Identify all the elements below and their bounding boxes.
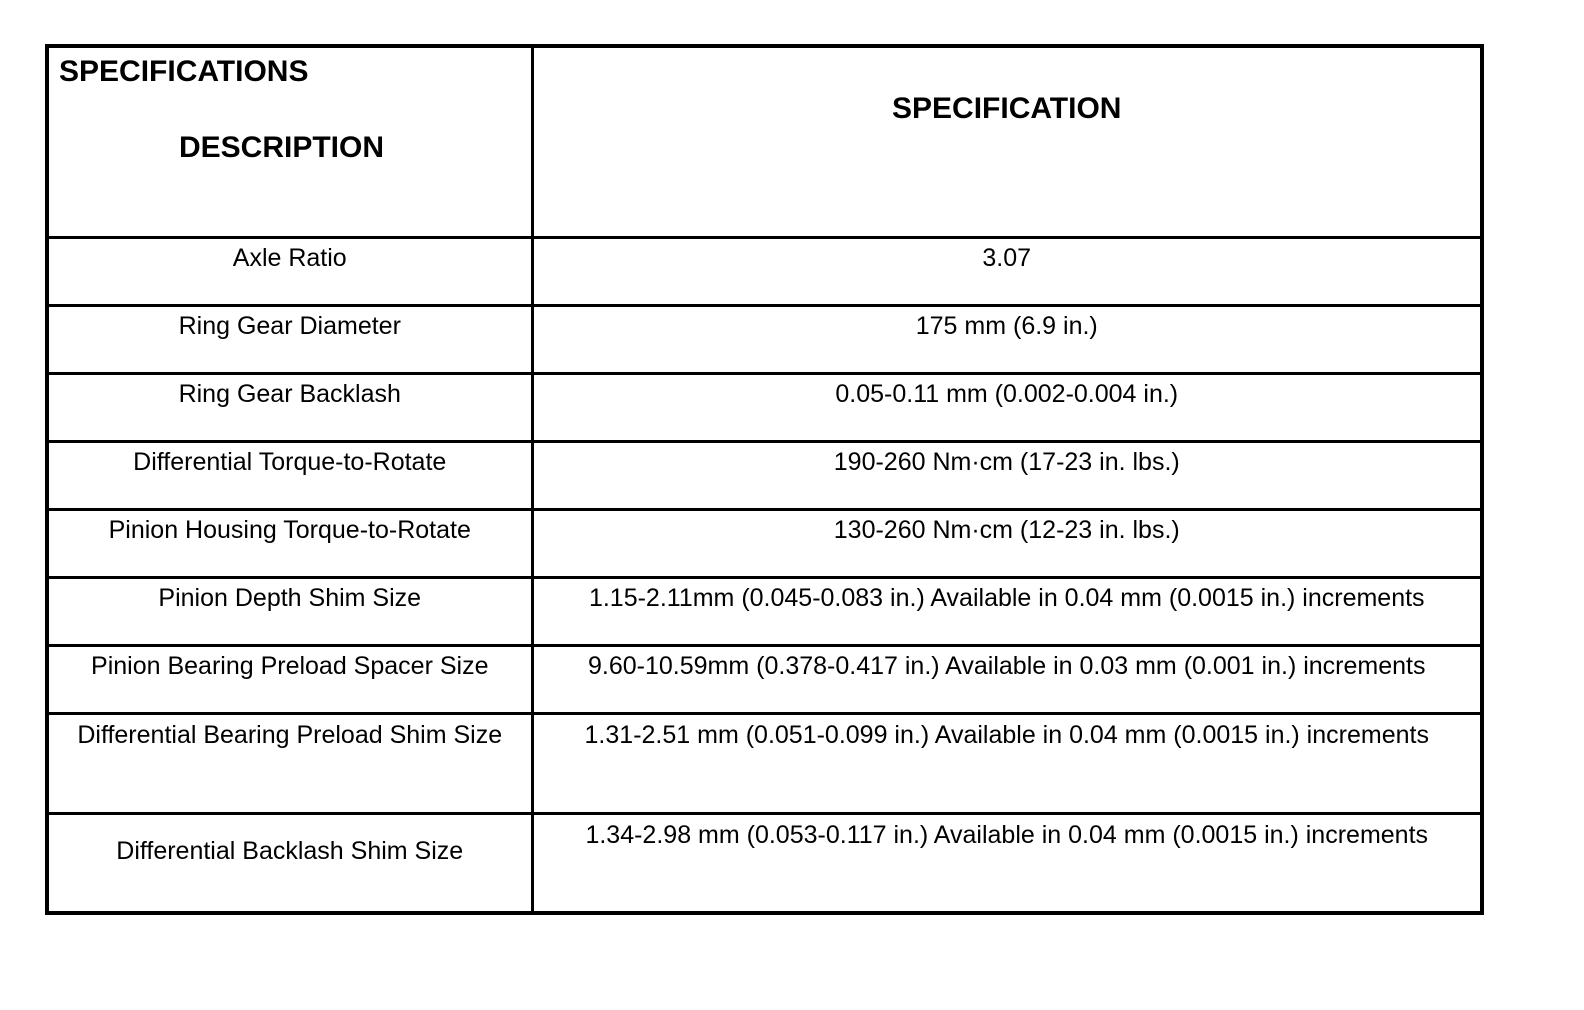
description-cell: Ring Gear Diameter xyxy=(47,306,532,374)
table-row xyxy=(47,374,1482,442)
header-left-line2: DESCRIPTION xyxy=(179,131,385,164)
table-row xyxy=(47,306,1482,374)
specification-cell: 130-260 Nm·cm (12-23 in. lbs.) xyxy=(532,510,1482,578)
table-row xyxy=(47,578,1482,646)
description-cell: Pinion Depth Shim Size xyxy=(47,578,532,646)
table-row xyxy=(47,510,1482,578)
specification-cell: 190-260 Nm·cm (17-23 in. lbs.) xyxy=(532,442,1482,510)
description-cell: Ring Gear Backlash xyxy=(47,374,532,442)
header-row xyxy=(47,46,1482,238)
table-row xyxy=(47,442,1482,510)
description-column-header xyxy=(47,46,532,238)
table-row xyxy=(47,814,1482,914)
header-right-label: SPECIFICATION xyxy=(892,92,1122,125)
description-cell: Differential Backlash Shim Size xyxy=(47,814,532,914)
description-cell: Axle Ratio xyxy=(47,238,532,306)
table-row xyxy=(47,238,1482,306)
specification-cell: 175 mm (6.9 in.) xyxy=(532,306,1482,374)
specification-cell: 0.05-0.11 mm (0.002-0.004 in.) xyxy=(532,374,1482,442)
description-cell: Pinion Bearing Preload Spacer Size xyxy=(47,646,532,714)
specification-cell: 3.07 xyxy=(532,238,1482,306)
specification-cell: 1.34-2.98 mm (0.053-0.117 in.) Available in 0.04 mm (0.0015 in.) increments xyxy=(532,814,1482,914)
specification-column-header xyxy=(532,46,1482,238)
specification-cell: 1.31-2.51 mm (0.051-0.099 in.) Available in 0.04 mm (0.0015 in.) increments xyxy=(532,714,1482,814)
header-left-line1: SPECIFICATIONS xyxy=(59,55,309,88)
description-cell: Differential Torque-to-Rotate xyxy=(47,442,532,510)
description-cell: Differential Bearing Preload Shim Size xyxy=(47,714,532,814)
table-row xyxy=(47,646,1482,714)
description-cell: Pinion Housing Torque-to-Rotate xyxy=(47,510,532,578)
specifications-table xyxy=(45,44,1484,915)
specification-cell: 1.15-2.11mm (0.045-0.083 in.) Available in 0.04 mm (0.0015 in.) increments xyxy=(532,578,1482,646)
specification-cell: 9.60-10.59mm (0.378-0.417 in.) Available in 0.03 mm (0.001 in.) increments xyxy=(532,646,1482,714)
table-row xyxy=(47,714,1482,814)
